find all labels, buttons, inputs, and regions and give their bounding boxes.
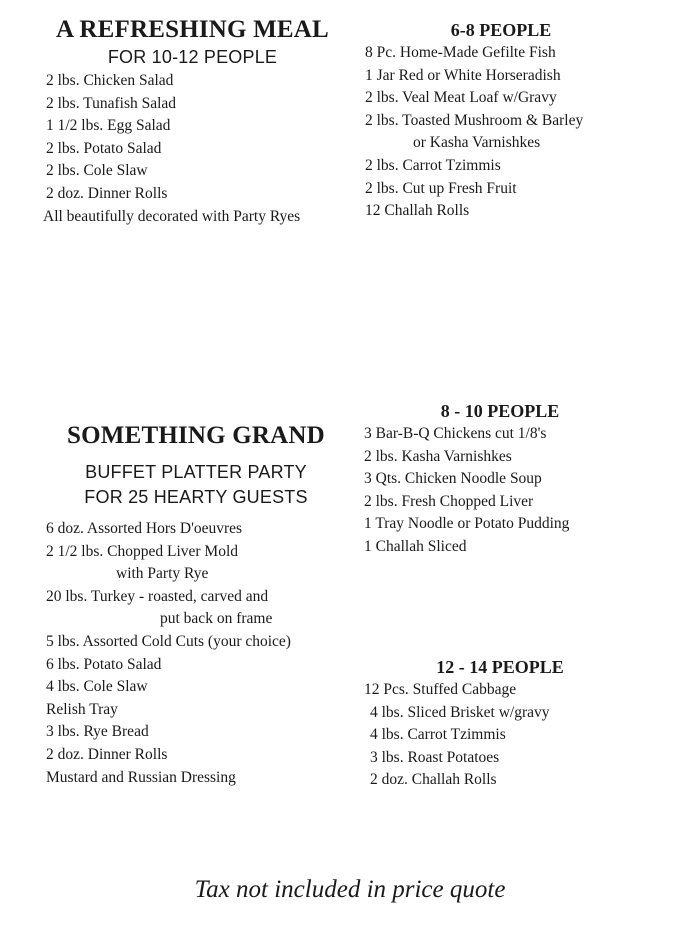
menu-item: 2 doz. Dinner Rolls [46, 184, 168, 202]
menu-item: Mustard and Russian Dressing [46, 768, 236, 786]
menu-item: 3 Bar-B-Q Chickens cut 1/8's [364, 425, 547, 442]
menu-item: 8 Pc. Home-Made Gefilte Fish [365, 44, 556, 61]
menu-item: 2 doz. Dinner Rolls [46, 745, 168, 763]
menu-item: 2 lbs. Toasted Mushroom & Barley [365, 111, 584, 129]
menu-item: 3 lbs. Rye Bread [46, 723, 149, 741]
menu-item: 20 lbs. Turkey - roasted, carved and [46, 587, 269, 605]
tax-note: Tax not included in price quote [194, 876, 506, 903]
menu-item: 2 lbs. Cut up Fresh Fruit [365, 179, 517, 197]
menu-item: with Party Rye [116, 565, 209, 583]
menu-item: All beautifully decorated with Party Ryes [43, 207, 301, 225]
menu-item: 2 lbs. Tunafish Salad [46, 94, 177, 112]
menu-items [364, 679, 664, 792]
menu-item: 1 1/2 lbs. Egg Salad [46, 117, 171, 135]
menu-item: 2 1/2 lbs. Chopped Liver Mold [46, 542, 239, 560]
menu-item: 2 lbs. Chicken Salad [46, 72, 174, 89]
menu-8-10-people [364, 401, 664, 559]
menu-item: 4 lbs. Cole Slaw [46, 678, 148, 696]
menu-item: 6 doz. Assorted Hors D'oeuvres [46, 520, 243, 537]
menu-item: 4 lbs. Sliced Brisket w/gravy [370, 703, 550, 721]
menu-item: 3 lbs. Roast Potatoes [370, 748, 500, 766]
menu-subtitle: BUFFET PLATTER PARTY [85, 462, 307, 482]
menu-item: 2 lbs. Fresh Chopped Liver [364, 492, 534, 510]
menu-refreshing-meal [40, 16, 345, 228]
menu-something-grand [46, 422, 346, 789]
menu-item: 5 lbs. Assorted Cold Cuts (your choice) [46, 632, 291, 650]
menu-item: 3 Qts. Chicken Noodle Soup [364, 470, 542, 488]
menu-title: A REFRESHING MEAL [56, 16, 329, 43]
menu-items [46, 518, 346, 789]
menu-item: 12 Challah Rolls [365, 202, 470, 220]
menu-item: 12 Pcs. Stuffed Cabbage [364, 681, 517, 698]
menu-item: 2 lbs. Potato Salad [46, 139, 162, 157]
menu-item: put back on frame [160, 610, 273, 628]
menu-items [40, 70, 345, 228]
menu-items [365, 42, 665, 223]
menu-item: 1 Challah Sliced [364, 537, 467, 555]
menu-item: 2 doz. Challah Rolls [370, 771, 497, 789]
menu-12-14-people [364, 657, 664, 792]
menu-subtitle: FOR 25 HEARTY GUESTS [84, 487, 308, 507]
menu-item: or Kasha Varnishkes [413, 134, 541, 152]
menu-item: 2 lbs. Cole Slaw [46, 162, 148, 180]
menu-item: 6 lbs. Potato Salad [46, 655, 162, 673]
menu-6-8-people [365, 20, 665, 223]
menu-item: 2 lbs. Kasha Varnishkes [364, 447, 512, 465]
menu-item: 1 Tray Noodle or Potato Pudding [364, 515, 570, 533]
menu-item: Relish Tray [46, 700, 118, 718]
menu-title: 12 - 14 PEOPLE [436, 657, 564, 677]
menu-item: 1 Jar Red or White Horseradish [365, 66, 561, 84]
menu-items [364, 423, 664, 559]
menu-title: 8 - 10 PEOPLE [440, 401, 560, 421]
menu-item: 2 lbs. Carrot Tzimmis [365, 156, 501, 174]
menu-item: 2 lbs. Veal Meat Loaf w/Gravy [365, 89, 557, 107]
menu-title: 6-8 PEOPLE [450, 20, 552, 40]
menu-item: 4 lbs. Carrot Tzimmis [370, 726, 506, 744]
menu-subtitle: FOR 10-12 PEOPLE [107, 47, 278, 67]
menu-title: SOMETHING GRAND [67, 422, 325, 449]
